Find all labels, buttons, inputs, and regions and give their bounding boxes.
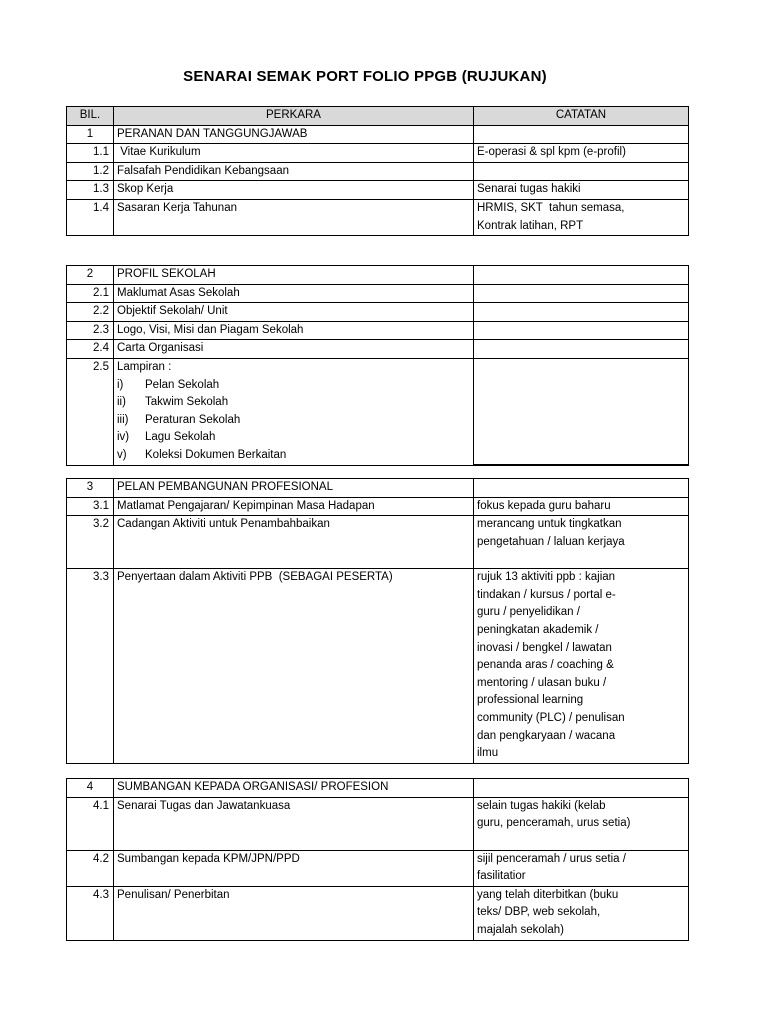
row-note bbox=[474, 303, 689, 322]
note-line: inovasi / bengkel / lawatan bbox=[477, 641, 612, 654]
note-line: fasilitatior bbox=[477, 870, 526, 883]
note-line: HRMIS, SKT tahun semasa, bbox=[477, 201, 625, 214]
row-number: 2.1 bbox=[67, 284, 114, 303]
section-heading: SUMBANGAN KEPADA ORGANISASI/ PROFESION bbox=[114, 779, 474, 798]
note-line: ilmu bbox=[477, 747, 499, 760]
section-heading-row bbox=[67, 479, 689, 498]
row-note bbox=[474, 199, 689, 235]
note-line: fokus kepada guru baharu bbox=[477, 499, 611, 512]
table-row bbox=[67, 886, 689, 940]
row-note bbox=[474, 516, 689, 569]
table-row bbox=[67, 516, 689, 569]
table-row bbox=[67, 162, 689, 181]
row-item: Penulisan/ Penerbitan bbox=[114, 886, 474, 940]
checklist-table-section-2 bbox=[66, 265, 689, 466]
row-item: Sumbangan kepada KPM/JPN/PPD bbox=[114, 850, 474, 886]
header-catatan: CATATAN bbox=[474, 107, 689, 126]
row-note bbox=[474, 850, 689, 886]
row-number: 3.2 bbox=[67, 516, 114, 569]
row-item: Falsafah Pendidikan Kebangsaan bbox=[114, 162, 474, 181]
section-heading: PELAN PEMBANGUNAN PROFESIONAL bbox=[114, 479, 474, 498]
table-row bbox=[67, 340, 689, 359]
section-note bbox=[474, 266, 689, 285]
note-line: pengetahuan / laluan kerjaya bbox=[477, 535, 625, 548]
note-line: sijil penceramah / urus setia / bbox=[477, 852, 626, 865]
section-heading-row bbox=[67, 779, 689, 798]
row-number: 2.5 bbox=[67, 358, 114, 464]
row-item: Vitae Kurikulum bbox=[114, 144, 474, 163]
row-item: Objektif Sekolah/ Unit bbox=[114, 303, 474, 322]
lampiran-subitem: iii) Peraturan Sekolah bbox=[117, 413, 241, 426]
note-line: guru / penyelidikan / bbox=[477, 606, 580, 619]
note-line: Senarai tugas hakiki bbox=[477, 183, 581, 196]
row-item: Penyertaan dalam Aktiviti PPB (SEBAGAI PESERTA) bbox=[114, 569, 474, 764]
note-line: mentoring / ulasan buku / bbox=[477, 676, 607, 689]
row-number: 2.3 bbox=[67, 321, 114, 340]
note-line: selain tugas hakiki (kelab bbox=[477, 799, 606, 812]
table-row bbox=[67, 144, 689, 163]
section-note bbox=[474, 479, 689, 498]
note-line: penanda aras / coaching & bbox=[477, 659, 614, 672]
note-line: peningkatan akademik / bbox=[477, 623, 599, 636]
row-item bbox=[114, 358, 474, 464]
checklist-table-section-3 bbox=[66, 478, 689, 764]
note-line: merancang untuk tingkatkan bbox=[477, 518, 622, 531]
table-row bbox=[67, 321, 689, 340]
checklist-table-section-4 bbox=[66, 778, 689, 941]
row-number: 1.2 bbox=[67, 162, 114, 181]
row-number: 1.1 bbox=[67, 144, 114, 163]
table-row bbox=[67, 303, 689, 322]
row-note bbox=[474, 181, 689, 200]
section-heading-row bbox=[67, 266, 689, 285]
row-note bbox=[474, 497, 689, 516]
row-number: 2.4 bbox=[67, 340, 114, 359]
row-item: Matlamat Pengajaran/ Kepimpinan Masa Hadapan bbox=[114, 497, 474, 516]
lampiran-label: Lampiran : bbox=[117, 360, 172, 373]
row-note bbox=[474, 358, 689, 464]
row-item: Cadangan Aktiviti untuk Penambahbaikan bbox=[114, 516, 474, 569]
section-number: 1 bbox=[67, 125, 114, 144]
section-note bbox=[474, 779, 689, 798]
lampiran-subitem: iv) Lagu Sekolah bbox=[117, 431, 216, 444]
section-number: 2 bbox=[67, 266, 114, 285]
lampiran-subitem: v) Koleksi Dokumen Berkaitan bbox=[117, 448, 287, 461]
section-heading-row bbox=[67, 125, 689, 144]
row-number: 4.1 bbox=[67, 797, 114, 850]
table-row bbox=[67, 199, 689, 235]
table-row bbox=[67, 797, 689, 850]
note-line: community (PLC) / penulisan bbox=[477, 711, 625, 724]
row-number: 4.3 bbox=[67, 886, 114, 940]
row-number: 1.4 bbox=[67, 199, 114, 235]
page-title: SENARAI SEMAK PORT FOLIO PPGB (RUJUKAN) bbox=[183, 68, 547, 85]
section-number: 4 bbox=[67, 779, 114, 798]
note-line: dan pengkaryaan / wacana bbox=[477, 729, 616, 742]
row-note bbox=[474, 284, 689, 303]
section-heading: PERANAN DAN TANGGUNGJAWAB bbox=[114, 125, 474, 144]
section-heading: PROFIL SEKOLAH bbox=[114, 266, 474, 285]
row-note bbox=[474, 162, 689, 181]
table-row bbox=[67, 358, 689, 464]
section-note bbox=[474, 125, 689, 144]
note-line: guru, penceramah, urus setia) bbox=[477, 817, 631, 830]
lampiran-subitem: i) Pelan Sekolah bbox=[117, 378, 220, 391]
table-row bbox=[67, 284, 689, 303]
row-note bbox=[474, 886, 689, 940]
row-item: Carta Organisasi bbox=[114, 340, 474, 359]
row-number: 2.2 bbox=[67, 303, 114, 322]
note-line: E-operasi & spl kpm (e-profil) bbox=[477, 146, 626, 159]
table-header-row bbox=[67, 107, 689, 126]
row-number: 4.2 bbox=[67, 850, 114, 886]
checklist-table-section-1 bbox=[66, 106, 689, 236]
row-note bbox=[474, 797, 689, 850]
table-row bbox=[67, 181, 689, 200]
note-line: yang telah diterbitkan (buku bbox=[477, 888, 619, 901]
note-line: Kontrak latihan, RPT bbox=[477, 219, 584, 232]
row-item: Logo, Visi, Misi dan Piagam Sekolah bbox=[114, 321, 474, 340]
row-note bbox=[474, 569, 689, 764]
note-line: majalah sekolah) bbox=[477, 923, 564, 936]
row-item: Skop Kerja bbox=[114, 181, 474, 200]
table-row bbox=[67, 497, 689, 516]
row-note bbox=[474, 340, 689, 359]
table-row bbox=[67, 569, 689, 764]
header-perkara: PERKARA bbox=[114, 107, 474, 126]
row-item: Senarai Tugas dan Jawatankuasa bbox=[114, 797, 474, 850]
section-number: 3 bbox=[67, 479, 114, 498]
lampiran-subitem: ii) Takwim Sekolah bbox=[117, 396, 229, 409]
row-note bbox=[474, 144, 689, 163]
row-note bbox=[474, 321, 689, 340]
note-line: professional learning bbox=[477, 694, 584, 707]
row-item: Sasaran Kerja Tahunan bbox=[114, 199, 474, 235]
row-number: 3.3 bbox=[67, 569, 114, 764]
row-item: Maklumat Asas Sekolah bbox=[114, 284, 474, 303]
row-number: 3.1 bbox=[67, 497, 114, 516]
note-line: tindakan / kursus / portal e- bbox=[477, 588, 616, 601]
row-number: 1.3 bbox=[67, 181, 114, 200]
header-bil: BIL. bbox=[67, 107, 114, 126]
note-line: rujuk 13 aktiviti ppb : kajian bbox=[477, 571, 616, 584]
table-row bbox=[67, 850, 689, 886]
note-line: teks/ DBP, web sekolah, bbox=[477, 906, 601, 919]
